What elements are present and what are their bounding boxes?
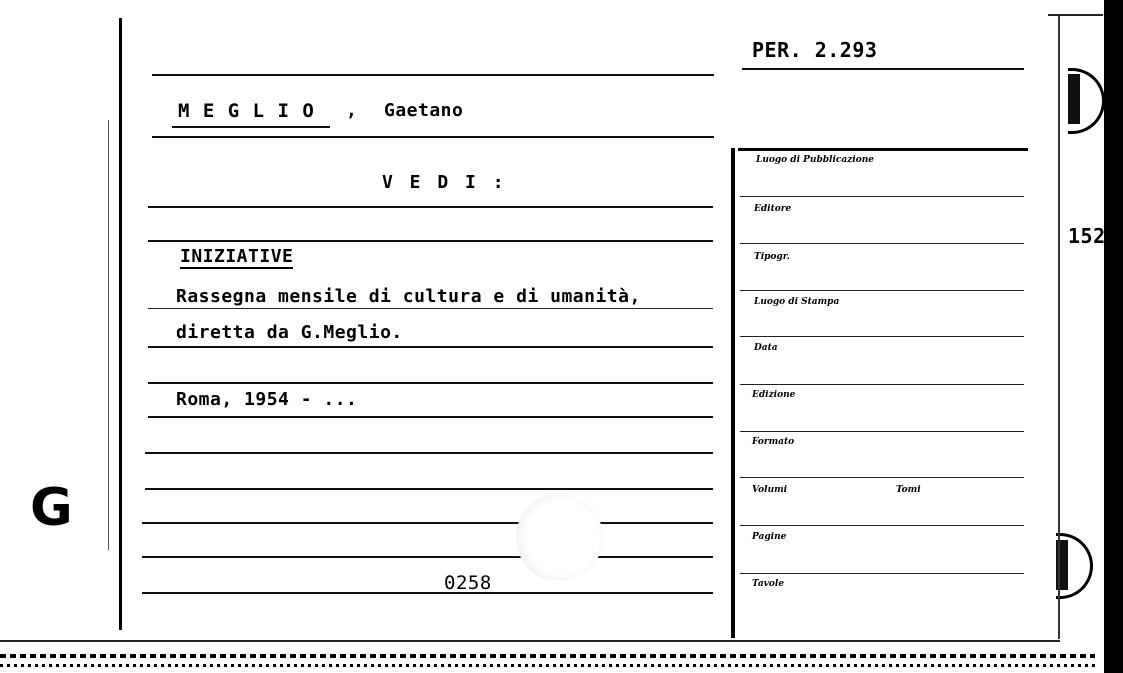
field-volumi: Volumi (752, 485, 788, 495)
rule-line (148, 382, 713, 384)
punch-hole-top-shadow (1068, 74, 1080, 124)
field-rule (740, 243, 1024, 244)
field-luogo-pubblicazione: Luogo di Pubblicazione (756, 155, 874, 165)
field-editore: Editore (754, 204, 792, 214)
field-rule (740, 196, 1024, 197)
field-formato: Formato (752, 437, 795, 447)
field-rule (740, 525, 1024, 526)
scan-bottom-noise-2 (0, 664, 1095, 667)
imprint: Roma, 1954 - ... (176, 389, 358, 410)
field-rule (740, 290, 1024, 291)
author-surname: M E G L I O (178, 100, 315, 122)
scan-bottom-noise (0, 654, 1095, 658)
rule-line (148, 346, 713, 348)
author-separator: , (346, 100, 358, 121)
shelfmark-underline (742, 68, 1024, 70)
description-line-1: Rassegna mensile di cultura e di umanità, (176, 286, 641, 307)
card-number: 0258 (444, 572, 492, 594)
paper-blot (513, 495, 603, 580)
rule-line (148, 308, 713, 309)
card-top-right-edge (1048, 14, 1103, 16)
rule-line (145, 452, 713, 454)
title-heading: INIZIATIVE (180, 246, 294, 267)
shelfmark: PER. 2.293 (752, 38, 878, 62)
rule-line (148, 240, 713, 242)
card-right-edge (1058, 14, 1060, 639)
field-pagine: Pagine (752, 532, 787, 542)
rule-line (148, 206, 713, 208)
field-rule (740, 573, 1024, 574)
field-tavole: Tavole (752, 579, 785, 589)
rule-line (152, 136, 714, 138)
field-data: Data (754, 343, 778, 353)
field-luogo-stampa: Luogo di Stampa (754, 297, 840, 307)
rule-line (142, 556, 713, 558)
scan-right-edge (1104, 0, 1123, 673)
author-underline (172, 126, 330, 128)
field-rule (740, 477, 1024, 478)
edge-text: 152 (1068, 224, 1106, 248)
rule-line (142, 592, 713, 594)
field-rule (740, 431, 1024, 432)
field-tomi: Tomi (896, 485, 921, 495)
card-bottom-edge (0, 640, 1060, 642)
description-line-2: diretta da G.Meglio. (176, 322, 403, 343)
rule-line (145, 488, 713, 490)
card-left-faint-border (108, 120, 109, 550)
field-column-top (738, 148, 1028, 151)
rule-line (142, 522, 713, 524)
field-edizione: Edizione (752, 390, 796, 400)
card-left-border (119, 18, 122, 630)
field-tipografo: Tipogr. (754, 252, 790, 262)
side-letter: G (30, 478, 73, 538)
author-given-name: Gaetano (384, 100, 464, 121)
field-rule (740, 336, 1024, 337)
rule-line (152, 74, 714, 76)
rule-line (148, 416, 713, 418)
field-column-border (731, 148, 735, 638)
see-label: V E D I : (382, 172, 507, 193)
field-rule (740, 384, 1024, 385)
